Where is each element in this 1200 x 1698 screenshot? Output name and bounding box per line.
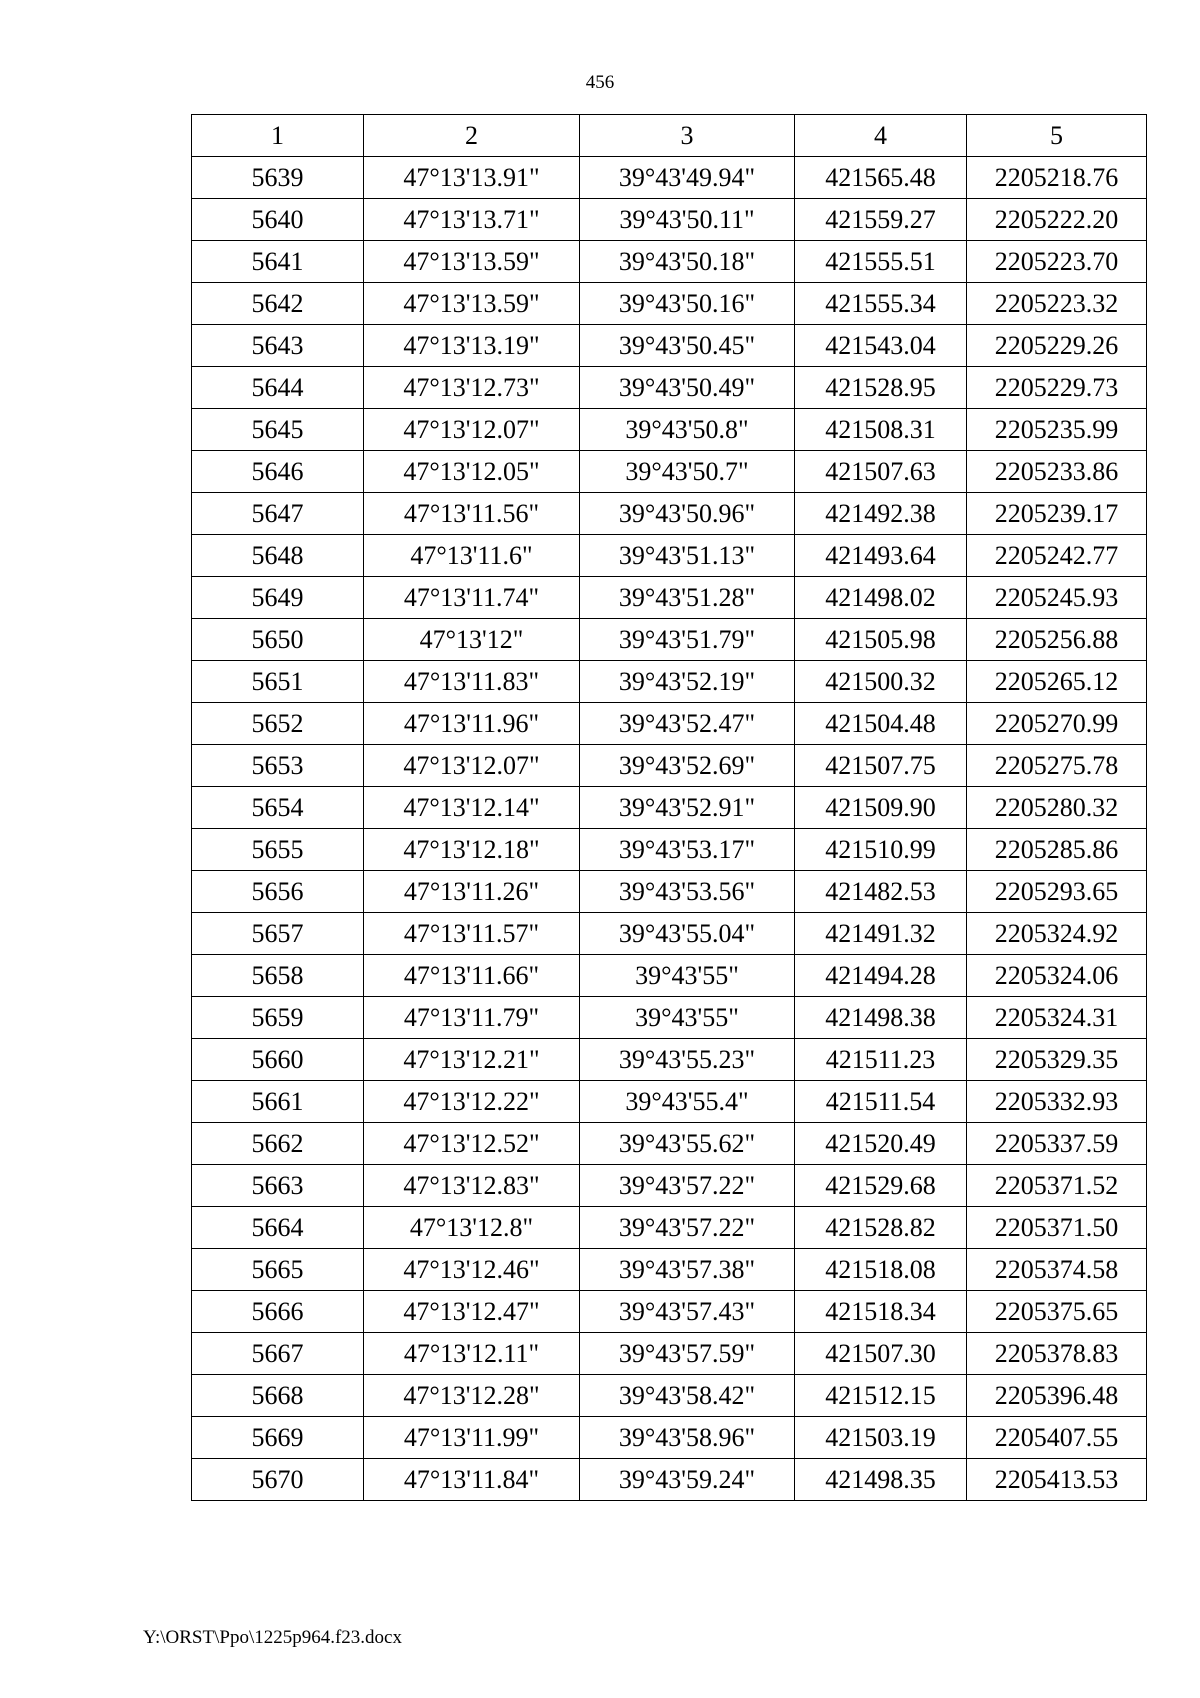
table-body: [192, 157, 1147, 1501]
table-row: [192, 577, 1147, 619]
y-coordinate-cell: 2205293.65: [967, 871, 1147, 913]
x-coordinate-cell: 421494.28: [795, 955, 967, 997]
y-coordinate-cell: 2205242.77: [967, 535, 1147, 577]
x-coordinate-cell: 421507.63: [795, 451, 967, 493]
table-row: [192, 1291, 1147, 1333]
latitude-cell: 47°13'11.6": [364, 535, 580, 577]
x-coordinate-cell: 421511.54: [795, 1081, 967, 1123]
longitude-cell: 39°43'50.8": [580, 409, 795, 451]
footer-file-path: Y:\ORST\Ppo\1225p964.f23.docx: [143, 1627, 402, 1648]
table-row: [192, 913, 1147, 955]
table-row: [192, 1417, 1147, 1459]
latitude-cell: 47°13'12.83": [364, 1165, 580, 1207]
point-number-cell: 5639: [192, 157, 364, 199]
latitude-cell: 47°13'12.52": [364, 1123, 580, 1165]
x-coordinate-cell: 421518.34: [795, 1291, 967, 1333]
point-number-cell: 5648: [192, 535, 364, 577]
y-coordinate-cell: 2205223.32: [967, 283, 1147, 325]
table-row: [192, 409, 1147, 451]
y-coordinate-cell: 2205245.93: [967, 577, 1147, 619]
table-row: [192, 787, 1147, 829]
y-coordinate-cell: 2205329.35: [967, 1039, 1147, 1081]
x-coordinate-cell: 421498.02: [795, 577, 967, 619]
latitude-cell: 47°13'11.84": [364, 1459, 580, 1501]
x-coordinate-cell: 421508.31: [795, 409, 967, 451]
latitude-cell: 47°13'11.79": [364, 997, 580, 1039]
y-coordinate-cell: 2205337.59: [967, 1123, 1147, 1165]
y-coordinate-cell: 2205324.06: [967, 955, 1147, 997]
table-header-row: [192, 115, 1147, 157]
longitude-cell: 39°43'58.96": [580, 1417, 795, 1459]
longitude-cell: 39°43'57.43": [580, 1291, 795, 1333]
point-number-cell: 5669: [192, 1417, 364, 1459]
y-coordinate-cell: 2205239.17: [967, 493, 1147, 535]
longitude-cell: 39°43'50.96": [580, 493, 795, 535]
point-number-cell: 5651: [192, 661, 364, 703]
x-coordinate-cell: 421500.32: [795, 661, 967, 703]
table-row: [192, 1459, 1147, 1501]
table-row: [192, 1081, 1147, 1123]
point-number-cell: 5658: [192, 955, 364, 997]
x-coordinate-cell: 421543.04: [795, 325, 967, 367]
point-number-cell: 5642: [192, 283, 364, 325]
point-number-cell: 5645: [192, 409, 364, 451]
point-number-cell: 5650: [192, 619, 364, 661]
y-coordinate-cell: 2205265.12: [967, 661, 1147, 703]
longitude-cell: 39°43'53.17": [580, 829, 795, 871]
y-coordinate-cell: 2205375.65: [967, 1291, 1147, 1333]
longitude-cell: 39°43'55.4": [580, 1081, 795, 1123]
point-number-cell: 5656: [192, 871, 364, 913]
latitude-cell: 47°13'13.91": [364, 157, 580, 199]
latitude-cell: 47°13'12.11": [364, 1333, 580, 1375]
table-row: [192, 283, 1147, 325]
x-coordinate-cell: 421493.64: [795, 535, 967, 577]
x-coordinate-cell: 421498.38: [795, 997, 967, 1039]
latitude-cell: 47°13'13.59": [364, 283, 580, 325]
x-coordinate-cell: 421555.51: [795, 241, 967, 283]
latitude-cell: 47°13'12": [364, 619, 580, 661]
x-coordinate-cell: 421529.68: [795, 1165, 967, 1207]
point-number-cell: 5641: [192, 241, 364, 283]
x-coordinate-cell: 421505.98: [795, 619, 967, 661]
longitude-cell: 39°43'55": [580, 955, 795, 997]
latitude-cell: 47°13'12.73": [364, 367, 580, 409]
longitude-cell: 39°43'50.45": [580, 325, 795, 367]
latitude-cell: 47°13'11.26": [364, 871, 580, 913]
point-number-cell: 5657: [192, 913, 364, 955]
coordinates-table: [191, 114, 1147, 1501]
point-number-cell: 5665: [192, 1249, 364, 1291]
y-coordinate-cell: 2205233.86: [967, 451, 1147, 493]
point-number-cell: 5646: [192, 451, 364, 493]
point-number-cell: 5654: [192, 787, 364, 829]
table-row: [192, 703, 1147, 745]
latitude-cell: 47°13'11.74": [364, 577, 580, 619]
y-coordinate-cell: 2205371.52: [967, 1165, 1147, 1207]
x-coordinate-cell: 421491.32: [795, 913, 967, 955]
table-row: [192, 745, 1147, 787]
longitude-cell: 39°43'52.69": [580, 745, 795, 787]
longitude-cell: 39°43'50.49": [580, 367, 795, 409]
x-coordinate-cell: 421498.35: [795, 1459, 967, 1501]
longitude-cell: 39°43'59.24": [580, 1459, 795, 1501]
longitude-cell: 39°43'55.04": [580, 913, 795, 955]
x-coordinate-cell: 421503.19: [795, 1417, 967, 1459]
longitude-cell: 39°43'57.22": [580, 1165, 795, 1207]
y-coordinate-cell: 2205256.88: [967, 619, 1147, 661]
point-number-cell: 5659: [192, 997, 364, 1039]
x-coordinate-cell: 421565.48: [795, 157, 967, 199]
longitude-cell: 39°43'55": [580, 997, 795, 1039]
latitude-cell: 47°13'12.14": [364, 787, 580, 829]
latitude-cell: 47°13'12.21": [364, 1039, 580, 1081]
latitude-cell: 47°13'11.83": [364, 661, 580, 703]
y-coordinate-cell: 2205218.76: [967, 157, 1147, 199]
x-coordinate-cell: 421511.23: [795, 1039, 967, 1081]
latitude-cell: 47°13'12.47": [364, 1291, 580, 1333]
column-header: 4: [795, 115, 967, 157]
latitude-cell: 47°13'12.8": [364, 1207, 580, 1249]
table-row: [192, 871, 1147, 913]
x-coordinate-cell: 421528.95: [795, 367, 967, 409]
point-number-cell: 5644: [192, 367, 364, 409]
x-coordinate-cell: 421528.82: [795, 1207, 967, 1249]
table-row: [192, 1123, 1147, 1165]
table-row: [192, 451, 1147, 493]
y-coordinate-cell: 2205223.70: [967, 241, 1147, 283]
longitude-cell: 39°43'55.23": [580, 1039, 795, 1081]
longitude-cell: 39°43'52.19": [580, 661, 795, 703]
y-coordinate-cell: 2205222.20: [967, 199, 1147, 241]
table-row: [192, 1375, 1147, 1417]
y-coordinate-cell: 2205324.92: [967, 913, 1147, 955]
point-number-cell: 5643: [192, 325, 364, 367]
latitude-cell: 47°13'11.57": [364, 913, 580, 955]
point-number-cell: 5668: [192, 1375, 364, 1417]
latitude-cell: 47°13'11.66": [364, 955, 580, 997]
latitude-cell: 47°13'12.46": [364, 1249, 580, 1291]
y-coordinate-cell: 2205407.55: [967, 1417, 1147, 1459]
table-row: [192, 997, 1147, 1039]
column-header: 1: [192, 115, 364, 157]
table-row: [192, 619, 1147, 661]
table-row: [192, 1333, 1147, 1375]
point-number-cell: 5667: [192, 1333, 364, 1375]
point-number-cell: 5655: [192, 829, 364, 871]
longitude-cell: 39°43'50.11": [580, 199, 795, 241]
x-coordinate-cell: 421507.75: [795, 745, 967, 787]
point-number-cell: 5661: [192, 1081, 364, 1123]
point-number-cell: 5663: [192, 1165, 364, 1207]
latitude-cell: 47°13'11.96": [364, 703, 580, 745]
y-coordinate-cell: 2205378.83: [967, 1333, 1147, 1375]
table-row: [192, 955, 1147, 997]
point-number-cell: 5662: [192, 1123, 364, 1165]
longitude-cell: 39°43'52.91": [580, 787, 795, 829]
x-coordinate-cell: 421512.15: [795, 1375, 967, 1417]
y-coordinate-cell: 2205229.73: [967, 367, 1147, 409]
table-row: [192, 1249, 1147, 1291]
y-coordinate-cell: 2205280.32: [967, 787, 1147, 829]
page-number: 456: [585, 72, 615, 93]
longitude-cell: 39°43'57.59": [580, 1333, 795, 1375]
table-row: [192, 661, 1147, 703]
x-coordinate-cell: 421520.49: [795, 1123, 967, 1165]
longitude-cell: 39°43'50.18": [580, 241, 795, 283]
longitude-cell: 39°43'52.47": [580, 703, 795, 745]
x-coordinate-cell: 421504.48: [795, 703, 967, 745]
point-number-cell: 5640: [192, 199, 364, 241]
x-coordinate-cell: 421555.34: [795, 283, 967, 325]
latitude-cell: 47°13'12.28": [364, 1375, 580, 1417]
longitude-cell: 39°43'51.28": [580, 577, 795, 619]
column-header: 3: [580, 115, 795, 157]
x-coordinate-cell: 421518.08: [795, 1249, 967, 1291]
x-coordinate-cell: 421482.53: [795, 871, 967, 913]
latitude-cell: 47°13'13.19": [364, 325, 580, 367]
y-coordinate-cell: 2205235.99: [967, 409, 1147, 451]
table-row: [192, 1207, 1147, 1249]
latitude-cell: 47°13'13.59": [364, 241, 580, 283]
x-coordinate-cell: 421559.27: [795, 199, 967, 241]
table-row: [192, 829, 1147, 871]
table-row: [192, 241, 1147, 283]
y-coordinate-cell: 2205275.78: [967, 745, 1147, 787]
latitude-cell: 47°13'12.07": [364, 409, 580, 451]
longitude-cell: 39°43'55.62": [580, 1123, 795, 1165]
table-row: [192, 493, 1147, 535]
point-number-cell: 5666: [192, 1291, 364, 1333]
latitude-cell: 47°13'11.56": [364, 493, 580, 535]
longitude-cell: 39°43'51.13": [580, 535, 795, 577]
table-row: [192, 325, 1147, 367]
y-coordinate-cell: 2205285.86: [967, 829, 1147, 871]
column-header: 5: [967, 115, 1147, 157]
y-coordinate-cell: 2205374.58: [967, 1249, 1147, 1291]
table-row: [192, 1039, 1147, 1081]
point-number-cell: 5660: [192, 1039, 364, 1081]
latitude-cell: 47°13'12.05": [364, 451, 580, 493]
column-header: 2: [364, 115, 580, 157]
longitude-cell: 39°43'57.22": [580, 1207, 795, 1249]
latitude-cell: 47°13'11.99": [364, 1417, 580, 1459]
point-number-cell: 5649: [192, 577, 364, 619]
y-coordinate-cell: 2205371.50: [967, 1207, 1147, 1249]
latitude-cell: 47°13'12.18": [364, 829, 580, 871]
y-coordinate-cell: 2205324.31: [967, 997, 1147, 1039]
point-number-cell: 5670: [192, 1459, 364, 1501]
point-number-cell: 5653: [192, 745, 364, 787]
x-coordinate-cell: 421510.99: [795, 829, 967, 871]
point-number-cell: 5652: [192, 703, 364, 745]
y-coordinate-cell: 2205332.93: [967, 1081, 1147, 1123]
x-coordinate-cell: 421507.30: [795, 1333, 967, 1375]
longitude-cell: 39°43'58.42": [580, 1375, 795, 1417]
point-number-cell: 5647: [192, 493, 364, 535]
longitude-cell: 39°43'57.38": [580, 1249, 795, 1291]
table-row: [192, 535, 1147, 577]
table-row: [192, 199, 1147, 241]
longitude-cell: 39°43'49.94": [580, 157, 795, 199]
x-coordinate-cell: 421509.90: [795, 787, 967, 829]
latitude-cell: 47°13'13.71": [364, 199, 580, 241]
latitude-cell: 47°13'12.22": [364, 1081, 580, 1123]
table-row: [192, 1165, 1147, 1207]
x-coordinate-cell: 421492.38: [795, 493, 967, 535]
latitude-cell: 47°13'12.07": [364, 745, 580, 787]
longitude-cell: 39°43'51.79": [580, 619, 795, 661]
table-row: [192, 367, 1147, 409]
longitude-cell: 39°43'53.56": [580, 871, 795, 913]
longitude-cell: 39°43'50.16": [580, 283, 795, 325]
y-coordinate-cell: 2205229.26: [967, 325, 1147, 367]
point-number-cell: 5664: [192, 1207, 364, 1249]
y-coordinate-cell: 2205270.99: [967, 703, 1147, 745]
y-coordinate-cell: 2205413.53: [967, 1459, 1147, 1501]
y-coordinate-cell: 2205396.48: [967, 1375, 1147, 1417]
longitude-cell: 39°43'50.7": [580, 451, 795, 493]
table-row: [192, 157, 1147, 199]
